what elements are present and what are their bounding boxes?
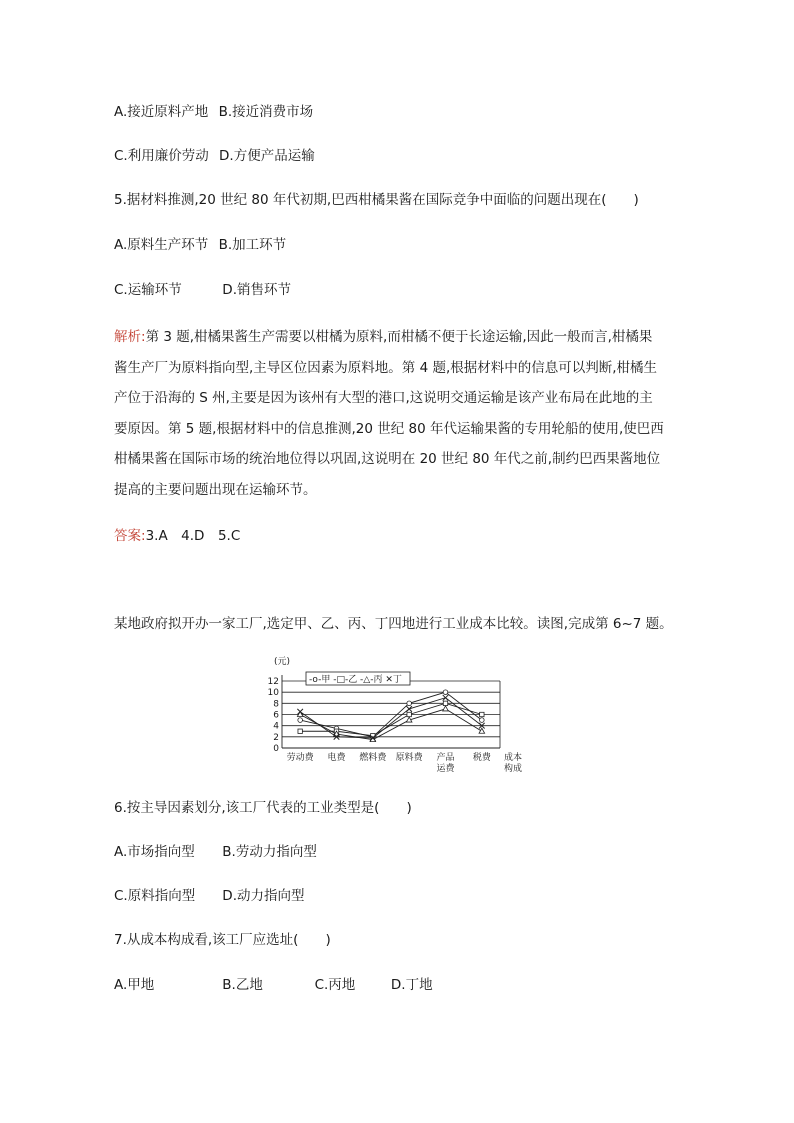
q5-stem: 5.据材料推测,20 世纪 80 年代初期,巴西柑橘果酱在国际竞争中面临的问题出现在( )	[114, 192, 639, 208]
q7-options-row	[114, 975, 433, 995]
q7-option-c: C.丙地	[314, 977, 356, 993]
data-point-乙	[480, 712, 484, 716]
cost-chart	[256, 652, 526, 778]
x-tick-label: 劳动费	[286, 753, 314, 763]
q7-option-b: B.乙地	[222, 977, 263, 993]
y-tick-label: 4	[273, 721, 279, 732]
answer-line	[114, 526, 240, 546]
q6-option-c: C.原料指向型	[114, 888, 196, 904]
q6-stem: 6.按主导因素划分,该工厂代表的工业类型是( )	[114, 800, 412, 816]
analysis-line-5: 柑橘果酱在国际市场的统治地位得以巩固,这说明在 20 世纪 80 年代之前,制约巴西果酱地位	[114, 451, 661, 467]
q7-stem: 7.从成本构成看,该工厂应选址( )	[114, 932, 331, 948]
q6-option-a: A.市场指向型	[114, 844, 195, 860]
x-tick-label: 原料费	[395, 753, 423, 763]
series-line-丙	[300, 709, 482, 740]
x-tick-label: 电费	[327, 753, 346, 763]
q6-options-row-2	[114, 886, 304, 906]
y-tick-label: 6	[273, 710, 279, 721]
q6-options-row-1	[114, 842, 317, 862]
q4-option-b: B.接近消费市场	[218, 104, 314, 120]
x-axis-label: 成本	[503, 753, 523, 763]
q6-option-b: B.劳动力指向型	[222, 844, 317, 860]
analysis-text-1: 第 3 题,柑橘果酱生产需要以柑橘为原料,而柑橘不便于长途运输,因此一般而言,柑橘果	[145, 329, 653, 345]
cost-line-chart	[256, 652, 526, 778]
q7-option-a: A.甲地	[114, 977, 155, 993]
q4-options-row-2	[114, 146, 315, 166]
data-point-丙	[479, 728, 485, 733]
q7-option-d: D.丁地	[390, 977, 433, 993]
analysis-line-1	[114, 322, 694, 353]
data-point-乙	[407, 712, 411, 716]
analysis-label: 解析:	[114, 329, 146, 345]
q5-options-row-2	[114, 280, 291, 300]
analysis-section	[114, 322, 694, 505]
q5-option-d: D.销售环节	[222, 282, 291, 298]
y-tick-label: 0	[273, 744, 279, 754]
data-point-丙	[443, 706, 449, 711]
data-point-甲	[443, 690, 448, 695]
x-axis-label: 构成	[503, 764, 523, 774]
y-tick-label: 8	[273, 699, 279, 710]
q4-options-row-1	[114, 102, 313, 122]
data-point-甲	[407, 701, 412, 706]
x-tick-label: 税费	[472, 753, 491, 763]
x-tick-label: 产品	[436, 753, 455, 763]
analysis-line-2: 酱生产厂为原料指向型,主导区位因素为原料地。第 4 题,根据材料中的信息可以判断,柑橘生	[114, 359, 658, 376]
data-point-乙	[298, 729, 302, 733]
q5-option-b: B.加工环节	[218, 237, 287, 253]
analysis-line-4: 要原因。第 5 题,根据材料中的信息推测,20 世纪 80 年代运输果酱的专用轮船的使用,使巴西	[114, 420, 664, 437]
series-line-丁	[300, 698, 482, 738]
q5-options-row-1	[114, 235, 286, 255]
answer-label: 答案:	[114, 528, 146, 544]
q4-option-d: D.方便产品运输	[219, 148, 315, 164]
q4-option-a: A.接近原料产地	[114, 104, 209, 120]
q5-option-c: C.运输环节	[114, 282, 182, 298]
y-axis-label: (元)	[274, 657, 291, 667]
data-point-丁	[406, 706, 412, 712]
analysis-line-6: 提高的主要问题出现在运输环节。	[114, 481, 317, 498]
data-point-丁	[443, 695, 449, 701]
data-point-甲	[480, 718, 485, 723]
legend-text: -o-甲 -□-乙 -△-丙 ✕丁	[309, 675, 402, 685]
x-tick-label: 运费	[436, 764, 455, 774]
q5-option-a: A.原料生产环节	[114, 237, 209, 253]
y-tick-label: 2	[273, 732, 279, 743]
analysis-line-3: 产位于沿海的 S 州,主要是因为该州有大型的港口,这说明交通运输是该产业布局在此地的主	[114, 390, 653, 406]
x-tick-label: 燃料费	[359, 753, 387, 763]
answer-text: 3.A 4.D 5.C	[145, 528, 241, 544]
q6-option-d: D.动力指向型	[222, 888, 305, 904]
q4-option-c: C.利用廉价劳动	[114, 148, 209, 164]
y-tick-label: 12	[267, 677, 279, 687]
data-point-乙	[443, 701, 447, 705]
y-tick-label: 10	[267, 688, 279, 699]
intro-text: 某地政府拟开办一家工厂,选定甲、乙、丙、丁四地进行工业成本比较。读图,完成第 6~7 题。	[114, 616, 673, 632]
data-point-甲	[298, 718, 303, 723]
